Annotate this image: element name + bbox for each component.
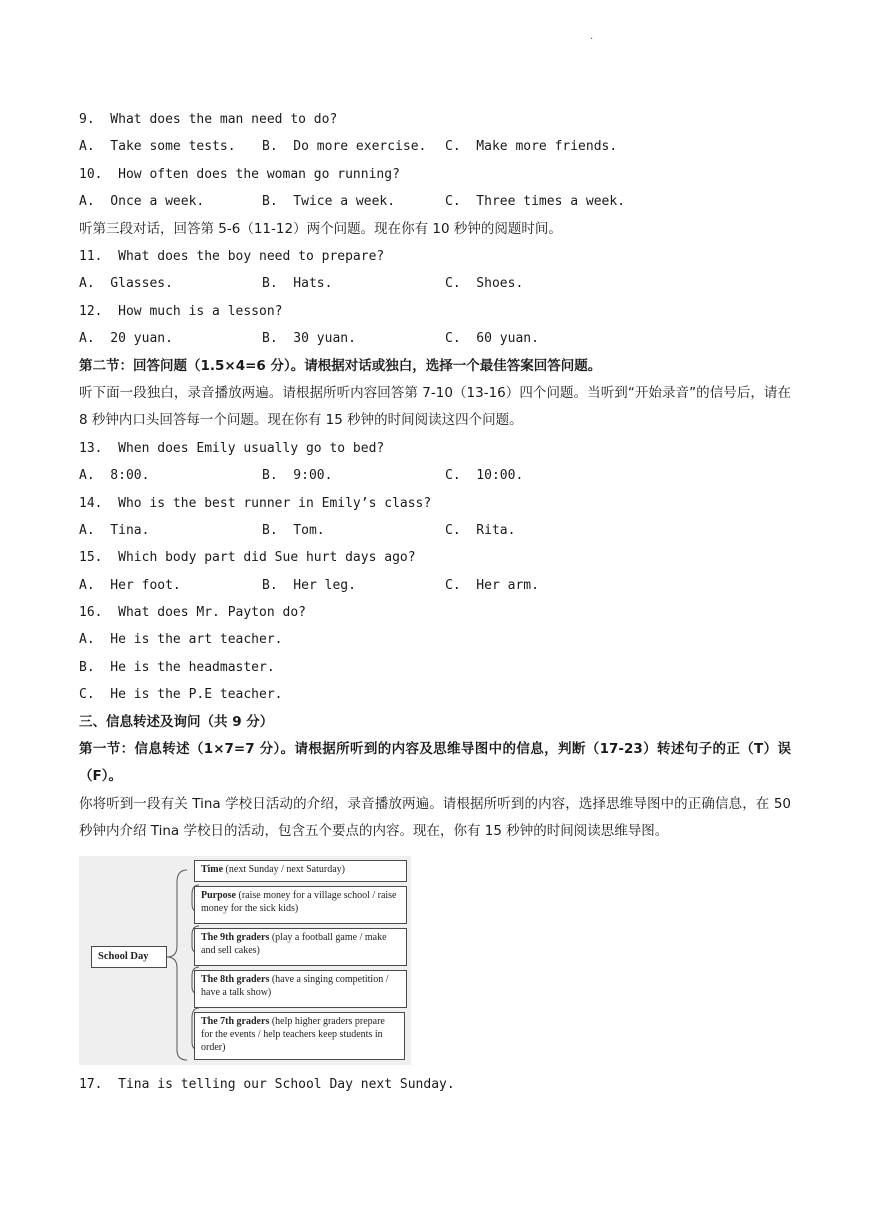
- option-a: A. Tina.: [79, 522, 150, 538]
- section-2-title: 第二节：回答问题（1.5×4=6 分）。请根据对话或独白，选择一个最佳答案回答问题。: [79, 357, 602, 374]
- option-c: C. Rita.: [445, 522, 516, 538]
- question-16-option-b: B. He is the headmaster.: [79, 659, 275, 675]
- option-a: A. Once a week.: [79, 194, 205, 210]
- option-c: C. 10:00.: [445, 468, 524, 484]
- branch-head: Purpose: [201, 889, 236, 901]
- option-b: B. 9:00.: [262, 468, 333, 484]
- branch-head: Time: [201, 863, 224, 875]
- page-marker: ·: [590, 34, 594, 45]
- question-13-options: [79, 462, 791, 489]
- part-3-instruction: 你将听到一段有关 Tina 学校日活动的介绍，录音播放两遍。请根据所听到的内容，选择思维导图中的正确信息，在 50 秒钟内介绍 Tina 学校日的活动，包含五个要点的内容。现在，你有 15 秒钟的时间阅读思维导图。: [79, 795, 791, 840]
- question-13: 13. When does Emily usually go to bed?: [79, 440, 385, 456]
- branch-text: (help higher graders prepare for the events / help teachers keep students in order): [201, 1015, 385, 1053]
- option-b: B. Hats.: [262, 276, 333, 292]
- question-14: 14. Who is the best runner in Emily’s class?: [79, 495, 432, 511]
- document-body: [79, 106, 791, 1098]
- question-11-options: [79, 270, 791, 297]
- option-a: A. Her foot.: [79, 577, 181, 593]
- question-9: 9. What does the man need to do?: [79, 112, 338, 127]
- section-2-instruction: 听下面一段独白，录音播放两遍。请根据所听内容回答第 7-10（13-16）四个问题。当听到“开始录音”的信号后，请在 8 秒钟内口头回答每一个问题。现在你有 15 秒钟的时间阅读这四个问题。: [79, 384, 791, 429]
- option-b: B. Do more exercise.: [262, 139, 427, 155]
- option-c: C. Make more friends.: [445, 139, 618, 155]
- question-9-options: [79, 133, 791, 160]
- option-c: C. Her arm.: [445, 577, 539, 593]
- question-10-options: [79, 188, 791, 215]
- branch-head: The 8th graders: [201, 973, 270, 985]
- option-a: A. 8:00.: [79, 468, 150, 484]
- branch-text: (next Sunday / next Saturday): [223, 863, 345, 875]
- part-3-title: 三、信息转述及询问（共 9 分）: [79, 713, 274, 730]
- part-3-section-1-title: 第一节：信息转述（1×7=7 分）。请根据所听到的内容及思维导图中的信息，判断（17-23）转述句子的正（T）误（F）。: [79, 741, 791, 785]
- branch-text: (play a football game / make and sell cakes): [201, 931, 387, 956]
- question-12: 12. How much is a lesson?: [79, 303, 283, 319]
- question-12-options: [79, 325, 791, 352]
- branch-head: The 7th graders: [201, 1015, 270, 1027]
- option-b: B. Her leg.: [262, 577, 356, 593]
- mind-map: [79, 856, 411, 1065]
- question-14-options: [79, 517, 791, 544]
- branch-9th-graders: [194, 928, 407, 966]
- branch-time: [194, 860, 407, 882]
- question-10: 10. How often does the woman go running?: [79, 166, 400, 182]
- branch-8th-graders: [194, 970, 407, 1008]
- option-b: B. Twice a week.: [262, 194, 396, 210]
- option-c: C. Three times a week.: [445, 194, 626, 210]
- option-b: B. 30 yuan.: [262, 331, 356, 347]
- question-16-option-a: A. He is the art teacher.: [79, 632, 283, 648]
- option-b: B. Tom.: [262, 522, 325, 538]
- option-a: A. 20 yuan.: [79, 331, 173, 347]
- branch-head: The 9th graders: [201, 931, 270, 943]
- mind-map-root: School Day: [91, 946, 167, 968]
- question-15: 15. Which body part did Sue hurt days ago?: [79, 550, 416, 566]
- branch-text: (raise money for a village school / raise money for the sick kids): [201, 889, 397, 914]
- branch-7th-graders: [194, 1012, 405, 1060]
- question-16-option-c: C. He is the P.E teacher.: [79, 687, 283, 703]
- question-15-options: [79, 572, 791, 599]
- dialogue-3-instruction: 听第三段对话，回答第 5-6（11-12）两个问题。现在你有 10 秒钟的阅题时间。: [79, 220, 562, 237]
- option-a: A. Take some tests.: [79, 139, 236, 155]
- question-16: 16. What does Mr. Payton do?: [79, 605, 306, 621]
- branch-text: (have a singing competition / have a talk show): [201, 973, 389, 998]
- question-11: 11. What does the boy need to prepare?: [79, 248, 385, 264]
- question-17: 17. Tina is telling our School Day next Sunday.: [79, 1076, 455, 1092]
- option-c: C. Shoes.: [445, 276, 524, 292]
- option-a: A. Glasses.: [79, 276, 173, 292]
- option-c: C. 60 yuan.: [445, 331, 539, 347]
- outer-bracket: [167, 870, 187, 1060]
- branch-purpose: [194, 886, 407, 924]
